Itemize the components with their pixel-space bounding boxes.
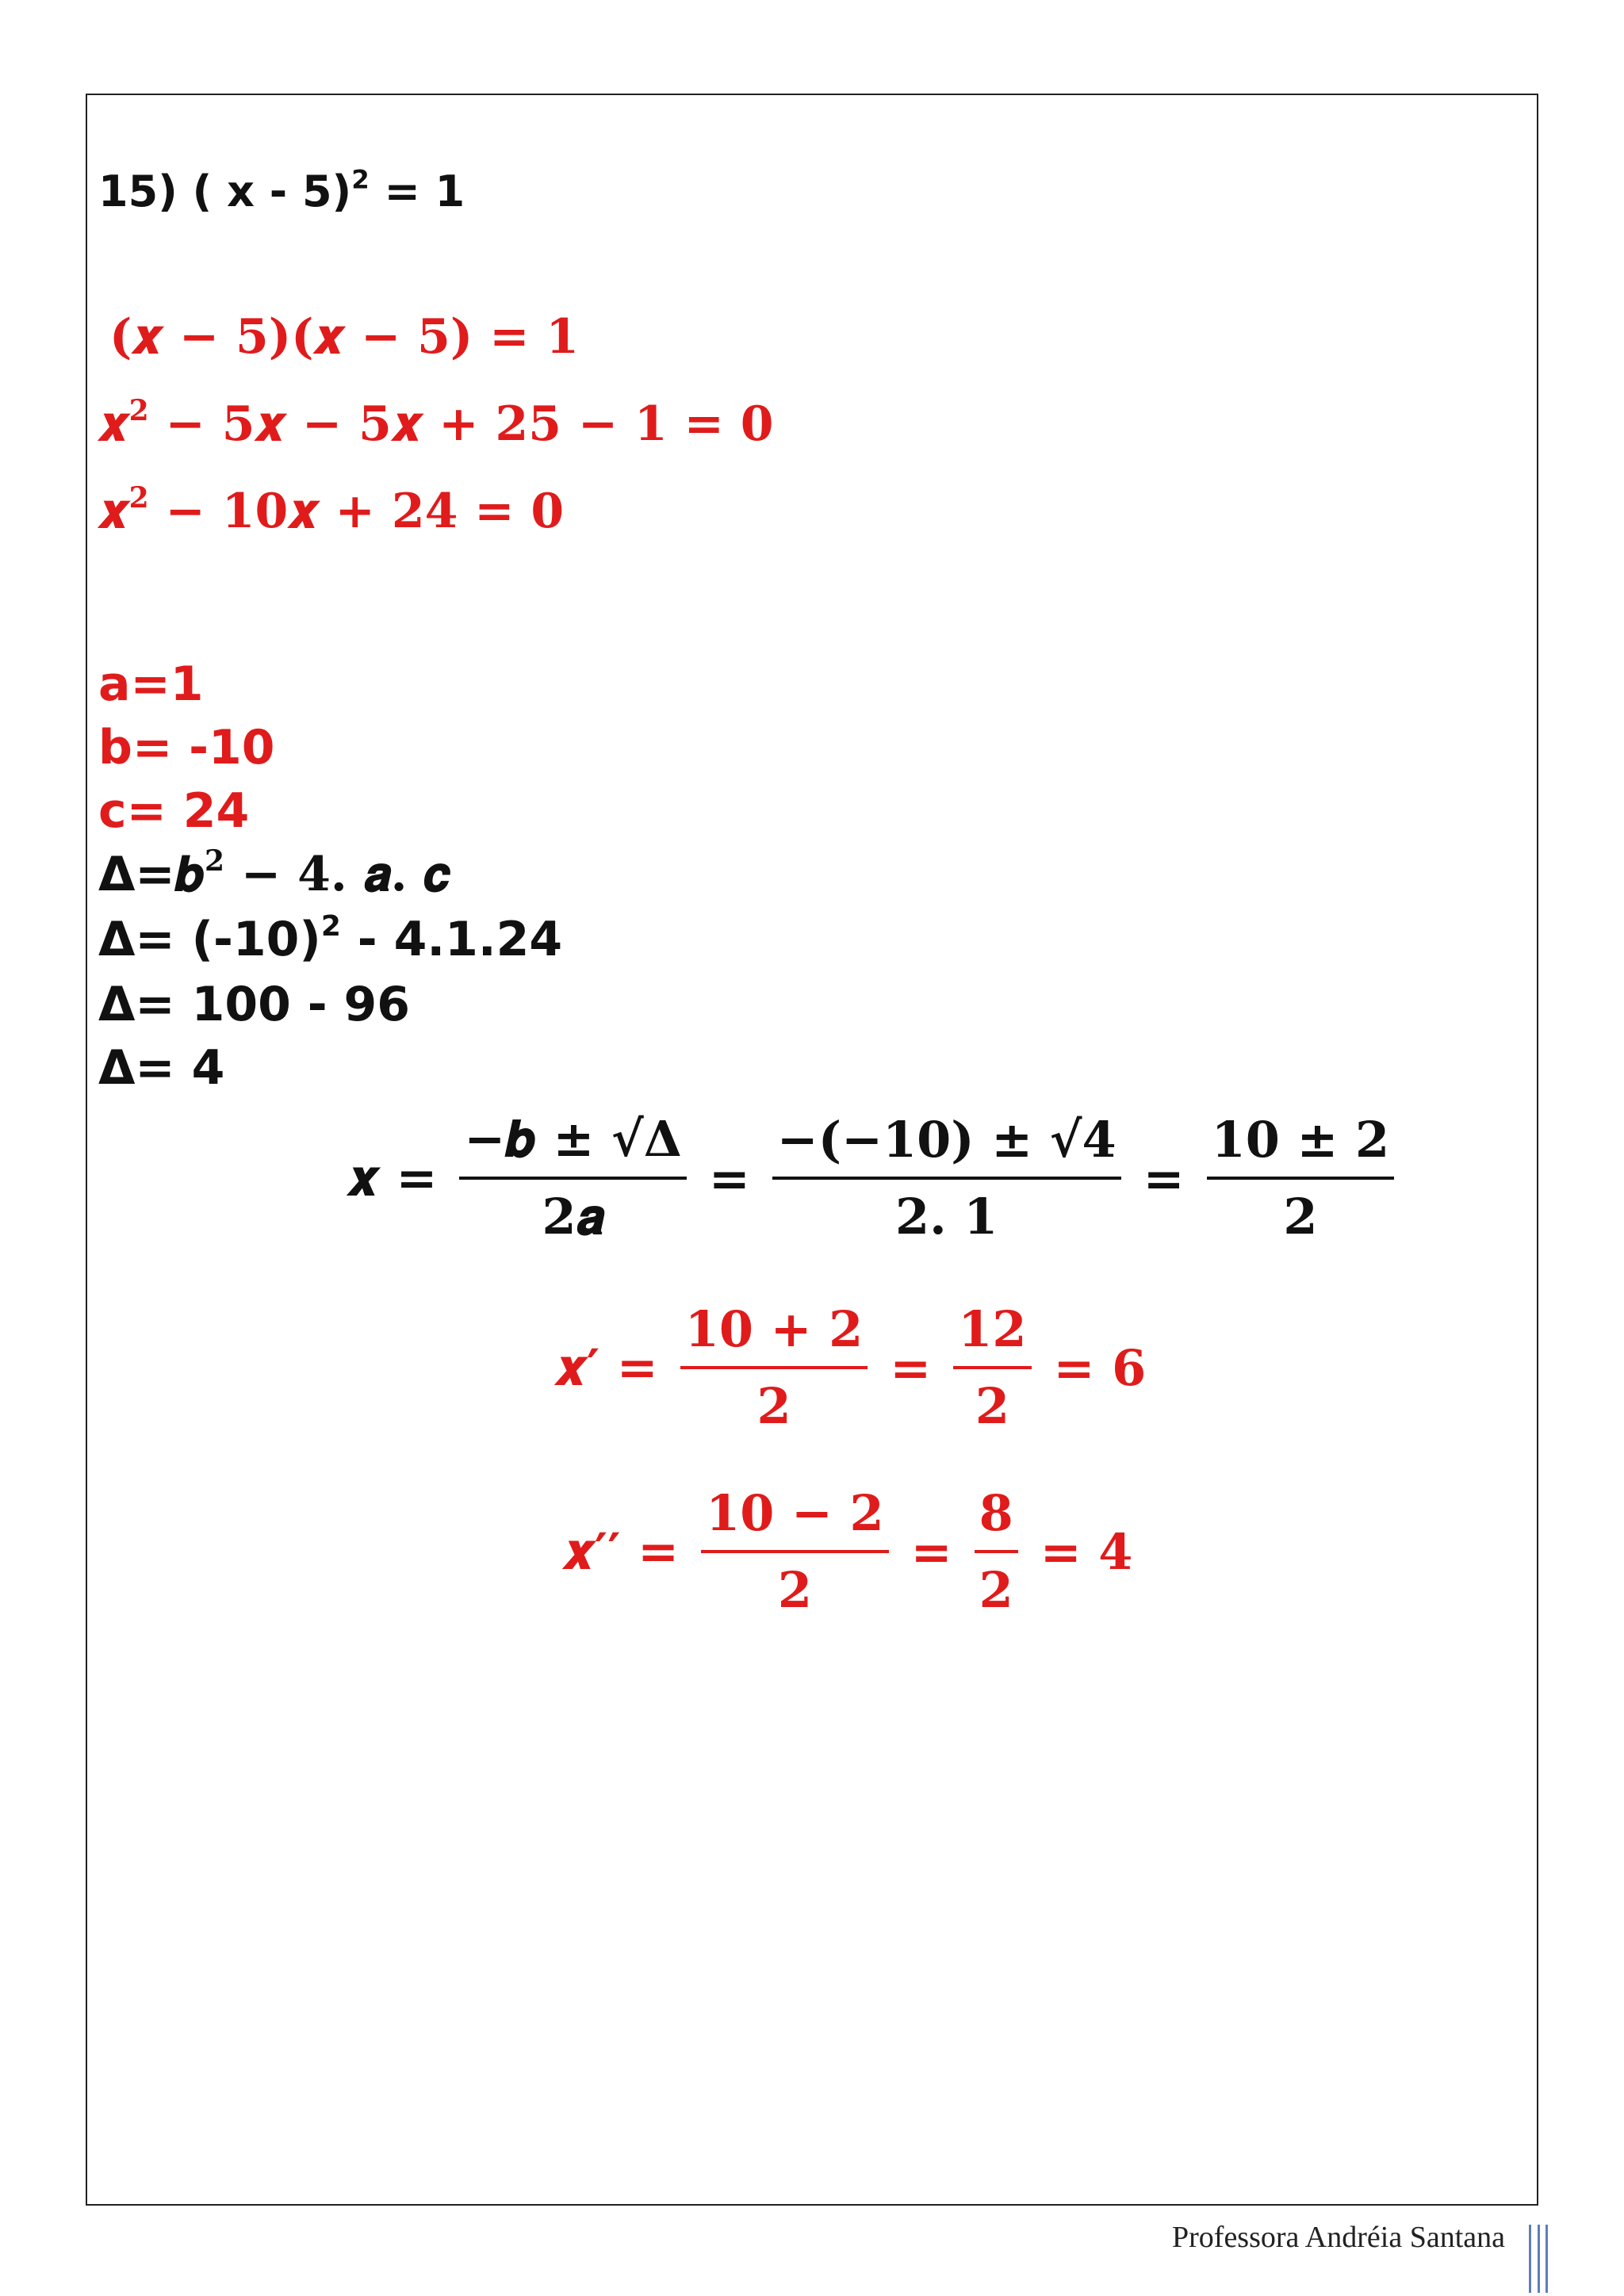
root-x2-fraction: $\frac{𝟏𝟎 - 𝟐}{𝟐}$ (701, 1484, 889, 1619)
root-x1-result: = 𝟔 (1053, 1338, 1147, 1397)
footer-author: Professora Andréia Santana (1172, 2221, 1505, 2254)
root-x1-fraction-reduced: $\frac{𝟏𝟐}{𝟐}$ (953, 1300, 1031, 1435)
coefficient-a: a=1 (98, 656, 204, 712)
delta-result: Δ= 4 (98, 1040, 225, 1096)
problem-exponent: 2 (351, 164, 370, 195)
root-x2-fraction-reduced: $\frac{𝟖}{𝟐}$ (975, 1484, 1018, 1619)
root-x1-fraction: $\frac{𝟏𝟎 + 𝟐}{𝟐}$ (680, 1300, 868, 1435)
bhaskara-formula: 𝒙 = $\frac{\text{−𝒃 ± √Δ}}{\text{𝟐𝒂}}$ = $\frac{-(-𝟏𝟎) \pm √𝟒}{𝟐. 𝟏}$ = $\frac{𝟏𝟎 \pm 𝟐}{𝟐}$ (339, 1110, 1408, 1246)
delta-substitution: $\Delta= (-10)^2 - 4.1.24$ (98, 909, 563, 967)
expansion-line-2: 𝒙$^2$ − 𝟓𝒙 − 𝟓𝒙 + 𝟐𝟓 − 𝟏 = 𝟎 (98, 393, 774, 452)
delta-difference: Δ= 100 - 96 (98, 977, 411, 1032)
bhaskara-fraction-substituted: $\frac{-(-𝟏𝟎) \pm √𝟒}{𝟐. 𝟏}$ (772, 1111, 1121, 1246)
problem-rhs: = 1 (369, 166, 465, 216)
problem-number: 15) (98, 166, 178, 216)
expansion-line-3: 𝒙$^2$ − 𝟏𝟎𝒙 + 𝟐𝟒 = 𝟎 (98, 480, 565, 539)
coefficient-c: c= 24 (98, 783, 250, 839)
delta-formula: Δ=𝒃$^2$ − 𝟒. 𝒂. 𝒄 (98, 844, 450, 902)
root-x2-result: = 𝟒 (1040, 1522, 1133, 1581)
problem-statement (98, 166, 465, 216)
footer-decoration (1529, 2225, 1548, 2293)
bhaskara-fraction-general: $\frac{\text{−𝒃 ± √Δ}}{\text{𝟐𝒂}}$ (459, 1110, 686, 1246)
coefficient-b: b= -10 (98, 720, 275, 775)
problem-expression: ( x - 5) (192, 166, 352, 216)
root-x2: 𝒙′′ = $\frac{𝟏𝟎 - 𝟐}{𝟐}$ = $\frac{𝟖}{𝟐}$ = 𝟒 (563, 1484, 1133, 1619)
root-x1: 𝒙′ = $\frac{𝟏𝟎 + 𝟐}{𝟐}$ = $\frac{𝟏𝟐}{𝟐}$ = 𝟔 (555, 1300, 1147, 1435)
expansion-line-1: (𝒙 − 𝟓)(𝒙 − 𝟓) = 𝟏 (109, 309, 580, 365)
bhaskara-fraction-simplified: $\frac{𝟏𝟎 \pm 𝟐}{𝟐}$ (1207, 1111, 1395, 1246)
bhaskara-lhs: 𝒙 = (347, 1149, 438, 1207)
